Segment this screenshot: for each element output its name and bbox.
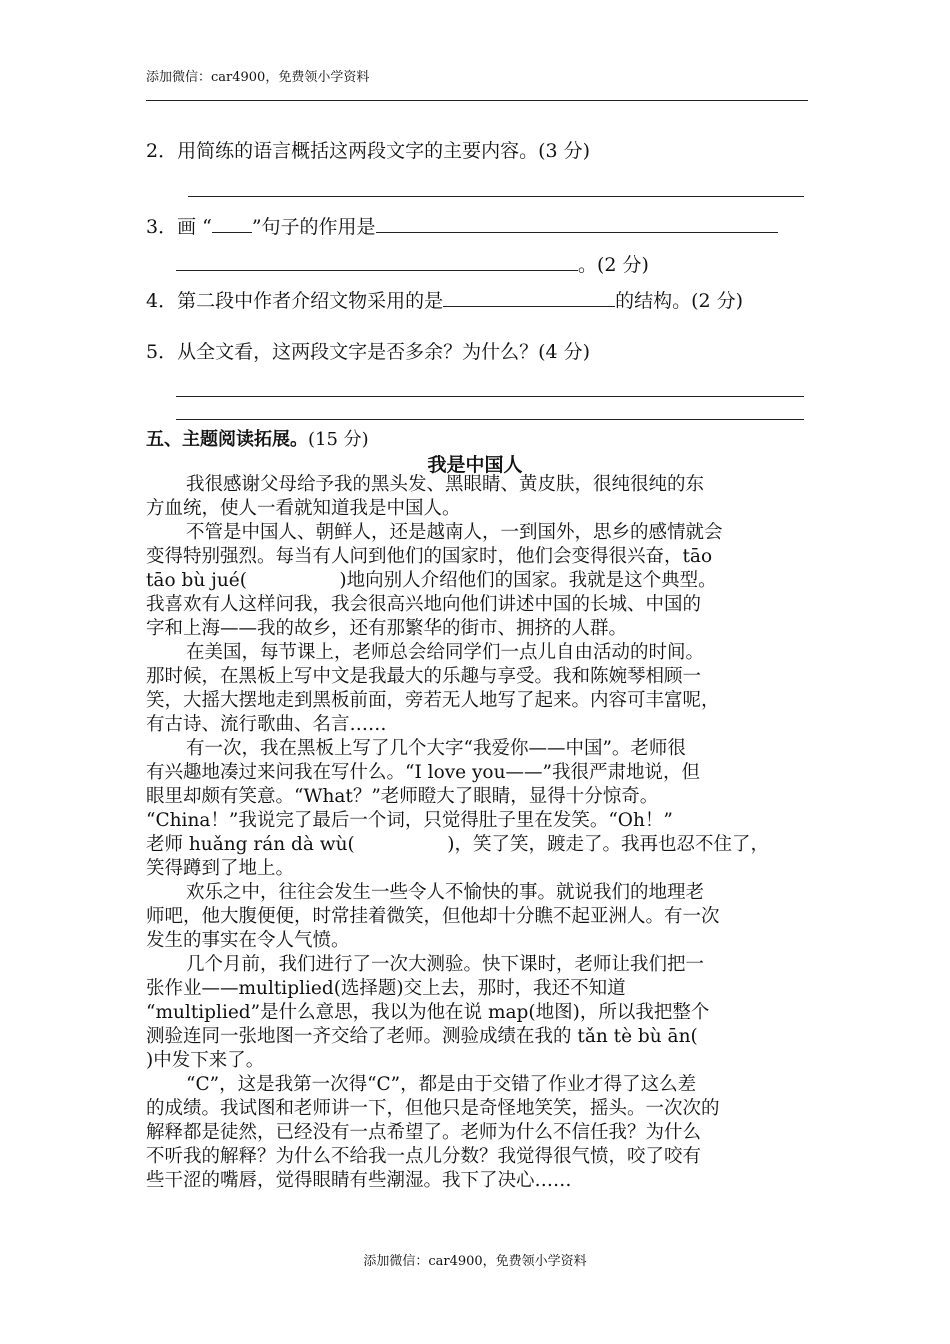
article-line: “multiplied”是什么意思，我以为他在说 map(地图)，所以我把整个 — [146, 1002, 710, 1023]
article-line: 解释都是徒然，已经没有一点希望了。老师为什么不信任我？为什么 — [146, 1122, 702, 1143]
article-line: 我喜欢有人这样问我，我会很高兴地向他们讲述中国的长城、中国的 — [146, 594, 702, 615]
q4-prefix: 4．第二段中作者介绍文物采用的是 — [146, 290, 444, 312]
question-5: 5．从全文看，这两段文字是否多余？为什么？(4 分) — [146, 341, 591, 363]
article-line: )中发下来了。 — [146, 1050, 265, 1071]
article-line: 的成绩。我试图和老师讲一下，但他只是奇怪地笑笑，摇头。一次次的 — [146, 1098, 720, 1119]
article-line: 老师 huǎng rán dà wù( )，笑了笑，踱走了。我再也忍不住了， — [146, 834, 769, 855]
question-2: 2．用简练的语言概括这两段文字的主要内容。(3 分) — [146, 140, 591, 162]
article-line: 欢乐之中，往往会发生一些令人不愉快的事。就说我们的地理老 — [186, 882, 705, 903]
q4-suffix: 的结构。(2 分) — [615, 290, 744, 312]
q3-end: 。(2 分) — [578, 254, 649, 276]
article-line: “China！”我说完了最后一个词，只觉得肚子里在发笑。“Oh！” — [146, 810, 673, 831]
section-label: 五、主题阅读拓展。 — [146, 429, 308, 450]
article-line: 张作业——multiplied(选择题)交上去，那时，我还不知道 — [146, 978, 626, 999]
article-line: 不管是中国人、朝鲜人，还是越南人，一到国外，思乡的感情就会 — [186, 522, 723, 543]
article-line: 那时候，在黑板上写中文是我最大的乐趣与享受。我和陈婉琴相顾一 — [146, 666, 702, 687]
article-line: 笑得蹲到了地上。 — [146, 858, 295, 879]
article-line: tāo bù jué( )地向别人介绍他们的国家。我就是这个典型。 — [146, 570, 717, 591]
q3-answer-blank-1[interactable] — [376, 214, 778, 233]
answer-line-q5-1[interactable] — [176, 396, 804, 397]
article-line: 有一次，我在黑板上写了几个大字“我爱你——中国”。老师很 — [186, 738, 686, 759]
section-score: (15 分) — [308, 429, 369, 450]
header-divider — [146, 100, 808, 101]
article-line: 笑，大摇大摆地走到黑板前面，旁若无人地写了起来。内容可丰富呢， — [146, 690, 720, 711]
article-line: 有古诗、流行歌曲、名言…… — [146, 714, 387, 735]
q4-answer-blank[interactable] — [443, 288, 615, 307]
q3-mid: ”句子的作用是 — [251, 216, 376, 238]
article-line: “C”，这是我第一次得“C”，都是由于交错了作业才得了这么差 — [186, 1074, 697, 1095]
article-line: 在美国，每节课上，老师总会给同学们一点儿自由活动的时间。 — [186, 642, 705, 663]
article-line: 变得特别强烈。每当有人问到他们的国家时，他们会变得很兴奋，tāo — [146, 546, 713, 567]
page-header: 添加微信：car4900，免费领小学资料 — [146, 70, 370, 85]
article-line: 测验连同一张地图一齐交给了老师。测验成绩在我的 tǎn tè bù ān( — [146, 1026, 698, 1047]
article-line: 方血统，使人一看就知道我是中国人。 — [146, 498, 461, 519]
page-footer: 添加微信：car4900，免费领小学资料 — [363, 1254, 587, 1269]
answer-line-q5-2[interactable] — [176, 419, 804, 420]
section-heading — [146, 425, 369, 451]
article-line: 有兴趣地凑过来问我在写什么。“I love you——”我很严肃地说，但 — [146, 762, 700, 783]
article-title: 我是中国人 — [427, 454, 523, 476]
article-line: 不听我的解释？为什么不给我一点儿分数？我觉得很气愤，咬了咬有 — [146, 1146, 702, 1167]
article-line: 眼里却颇有笑意。“What？”老师瞪大了眼睛，显得十分惊奇。 — [146, 786, 659, 807]
article-body — [146, 473, 808, 1193]
article-line: 些干涩的嘴唇，觉得眼睛有些潮湿。我下了决心…… — [146, 1170, 572, 1191]
question-4 — [146, 286, 743, 313]
question-3 — [146, 212, 778, 239]
article-line: 我很感谢父母给予我的黑头发、黑眼睛、黄皮肤，很纯很纯的东 — [186, 474, 705, 495]
article-line: 师吧，他大腹便便，时常挂着微笑，但他却十分瞧不起亚洲人。有一次 — [146, 906, 720, 927]
article-line: 几个月前，我们进行了一次大测验。快下课时，老师让我们把一 — [186, 954, 705, 975]
answer-line-q2[interactable] — [188, 196, 804, 197]
question-3-continued — [176, 250, 649, 277]
q3-underline-sample — [212, 214, 252, 233]
q3-prefix: 3．画 “ — [146, 216, 212, 238]
article-line: 字和上海——我的故乡，还有那繁华的街市、拥挤的人群。 — [146, 618, 628, 639]
q3-answer-blank-2[interactable] — [176, 252, 578, 271]
article-line: 发生的事实在令人气愤。 — [146, 930, 350, 951]
